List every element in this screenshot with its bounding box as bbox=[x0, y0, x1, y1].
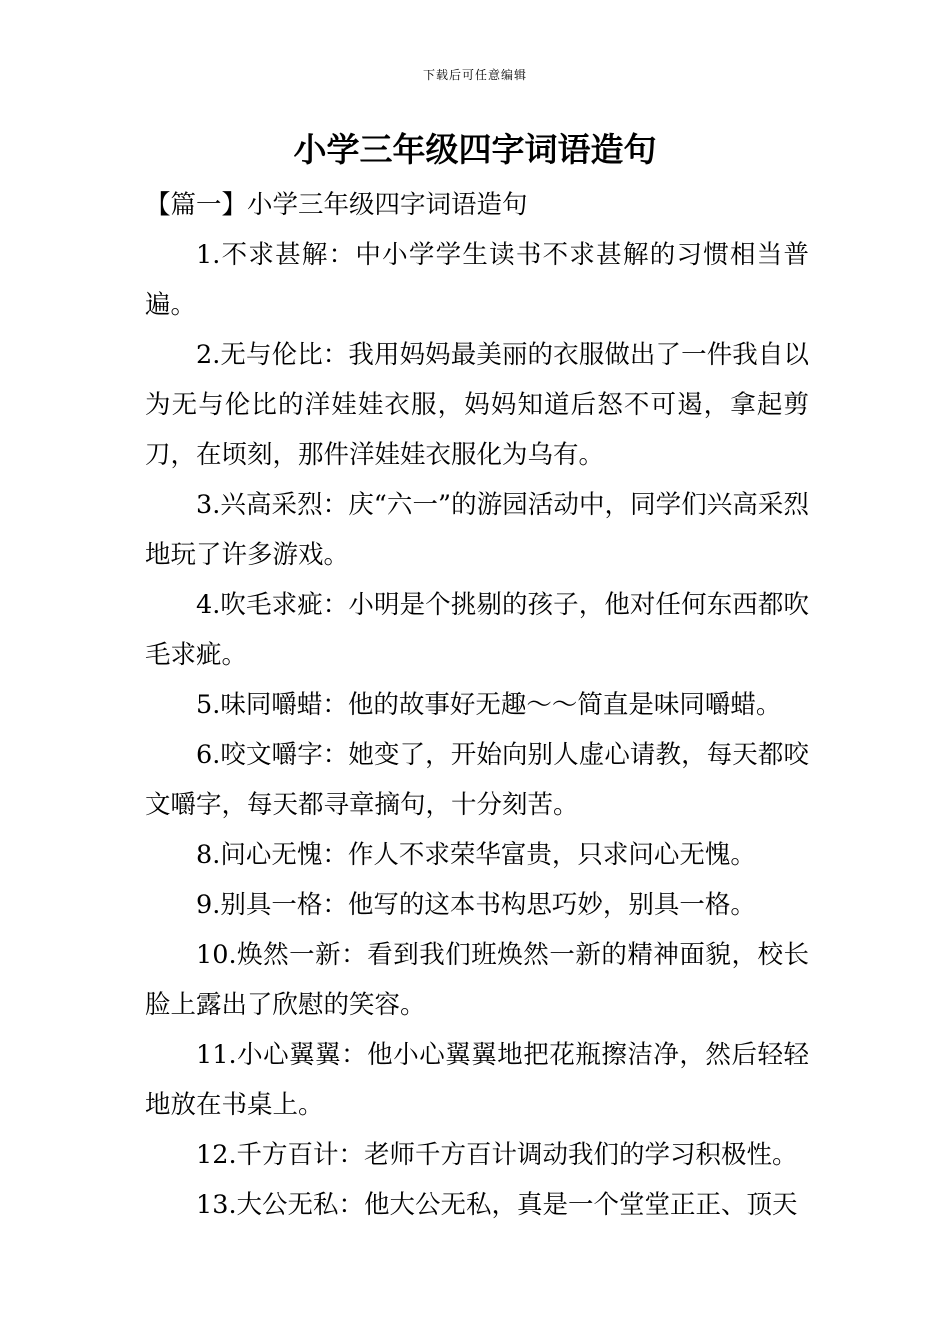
sentence-item: 2.无与伦比：我用妈妈最美丽的衣服做出了一件我自以为无与伦比的洋娃娃衣服，妈妈知道后怒不可遏，拿起剪刀，在顷刻，那件洋娃娃衣服化为乌有。 bbox=[145, 340, 809, 470]
sentence-item: 10.焕然一新：看到我们班焕然一新的精神面貌，校长脸上露出了欣慰的笑容。 bbox=[145, 940, 809, 1020]
sentence-item: 8.问心无愧：作人不求荣华富贵，只求问心无愧。 bbox=[196, 840, 756, 870]
sentence-item: 4.吹毛求疵：小明是个挑剔的孩子，他对任何东西都吹毛求疵。 bbox=[145, 590, 809, 670]
document-title: 小学三年级四字词语造句 bbox=[293, 130, 657, 169]
sentence-item: 13.大公无私：他大公无私，真是一个堂堂正正、顶天 bbox=[196, 1190, 798, 1220]
section-heading: 【篇一】小学三年级四字词语造句 bbox=[145, 190, 528, 220]
sentence-item: 3.兴高采烈：庆“六一”的游园活动中，同学们兴高采烈地玩了许多游戏。 bbox=[145, 490, 809, 570]
page-header-note: 下载后可任意编辑 bbox=[422, 68, 527, 82]
document-body bbox=[145, 180, 809, 1230]
sentence-item: 9.别具一格：他写的这本书构思巧妙，别具一格。 bbox=[196, 890, 756, 920]
sentence-item: 1.不求甚解：中小学学生读书不求甚解的习惯相当普遍。 bbox=[145, 240, 809, 320]
sentence-item: 6.咬文嚼字：她变了，开始向别人虚心请教，每天都咬文嚼字，每天都寻章摘句，十分刻苦。 bbox=[145, 740, 809, 820]
sentence-item: 12.千方百计：老师千方百计调动我们的学习积极性。 bbox=[196, 1140, 798, 1170]
sentence-item: 11.小心翼翼：他小心翼翼地把花瓶擦洁净，然后轻轻地放在书桌上。 bbox=[145, 1040, 809, 1120]
sentence-item: 5.味同嚼蜡：他的故事好无趣～～简直是味同嚼蜡。 bbox=[196, 690, 782, 720]
